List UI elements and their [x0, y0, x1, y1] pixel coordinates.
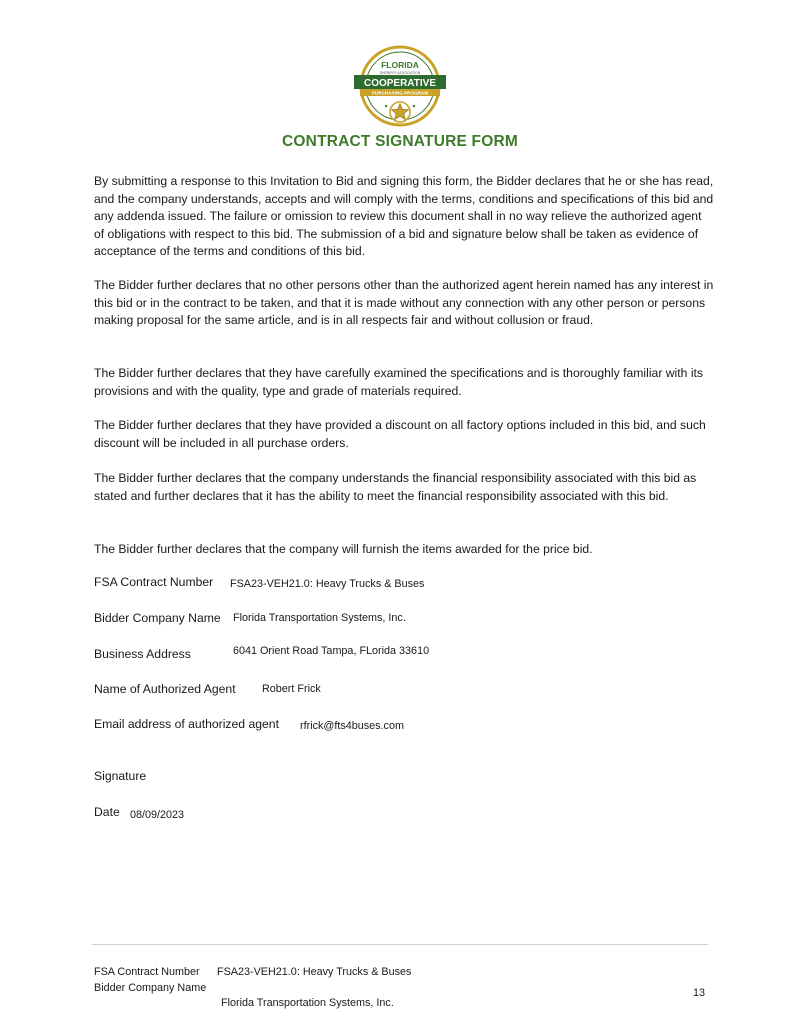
- company-name-value[interactable]: Florida Transportation Systems, Inc.: [233, 612, 406, 624]
- declaration-paragraph-2: The Bidder further declares that no other persons other than the authorized agent herein named has any interest in this bid or in the contract to be taken, and that it is made without any connection with any other person or persons making proposal for the same article, and is in all respects fair and without collusion or fraud.: [94, 278, 714, 328]
- agent-email-value[interactable]: rfrick@fts4buses.com: [300, 720, 404, 732]
- declaration-paragraph-4: The Bidder further declares that they have provided a discount on all factory options included in this bid, and such discount will be included in all purchase orders.: [94, 418, 706, 450]
- footer-divider: [92, 944, 708, 945]
- logo-sub-text: SHERIFFS ASSOCIATION: [379, 71, 421, 75]
- declaration-paragraph-6: The Bidder further declares that the company will furnish the items awarded for the price bid.: [94, 542, 593, 556]
- contract-number-value[interactable]: FSA23-VEH21.0: Heavy Trucks & Buses: [230, 578, 425, 590]
- logo-top-text: FLORIDA: [381, 60, 419, 70]
- authorized-agent-label: Name of Authorized Agent: [94, 682, 236, 696]
- company-name-label: Bidder Company Name: [94, 611, 221, 625]
- logo-program-text: PURCHASING PROGRAM: [371, 90, 429, 96]
- date-value[interactable]: 08/09/2023: [130, 809, 185, 821]
- footer-contract-value: FSA23-VEH21.0: Heavy Trucks & Buses: [217, 966, 412, 978]
- footer-company-label: Bidder Company Name: [94, 982, 207, 994]
- contract-number-label: FSA Contract Number: [94, 575, 214, 589]
- page-number: 13: [693, 987, 706, 999]
- form-title: CONTRACT SIGNATURE FORM: [282, 133, 518, 150]
- footer-company-value: Florida Transportation Systems, Inc.: [221, 997, 394, 1009]
- declaration-paragraph-3: The Bidder further declares that they have carefully examined the specifications and is thoroughly familiar with its provisions and with the quality, type and grade of materials required.: [94, 366, 704, 398]
- declaration-paragraph-1: By submitting a response to this Invitation to Bid and signing this form, the Bidder declares that he or she has read, and the company understands, accepts and will comply with the terms, conditions and specifications of this bid and any addenda issued. The failure or omission to review this document shall in no way relieve the authorized agent of obligations with respect to this bid. The submission of a bid and signature below shall be taken as evidence of acceptance of the terms and conditions of this bid.: [94, 174, 714, 259]
- authorized-agent-value[interactable]: Robert Frick: [262, 683, 321, 695]
- agent-email-label: Email address of authorized agent: [94, 717, 279, 731]
- business-address-value[interactable]: 6041 Orient Road Tampa, FLorida 33610: [233, 645, 430, 657]
- logo-banner-text: COOPERATIVE: [363, 78, 437, 89]
- cooperative-purchasing-logo: [352, 44, 448, 128]
- footer-contract-label: FSA Contract Number: [94, 966, 200, 978]
- signature-label: Signature: [94, 769, 147, 783]
- signature-field[interactable]: [160, 764, 420, 788]
- business-address-label: Business Address: [94, 647, 191, 661]
- date-label: Date: [94, 805, 120, 819]
- declaration-paragraph-5: The Bidder further declares that the company understands the financial responsibility associated with this bid as stated and further declares that it has the ability to meet the financial responsibility associated with this bid.: [94, 471, 697, 503]
